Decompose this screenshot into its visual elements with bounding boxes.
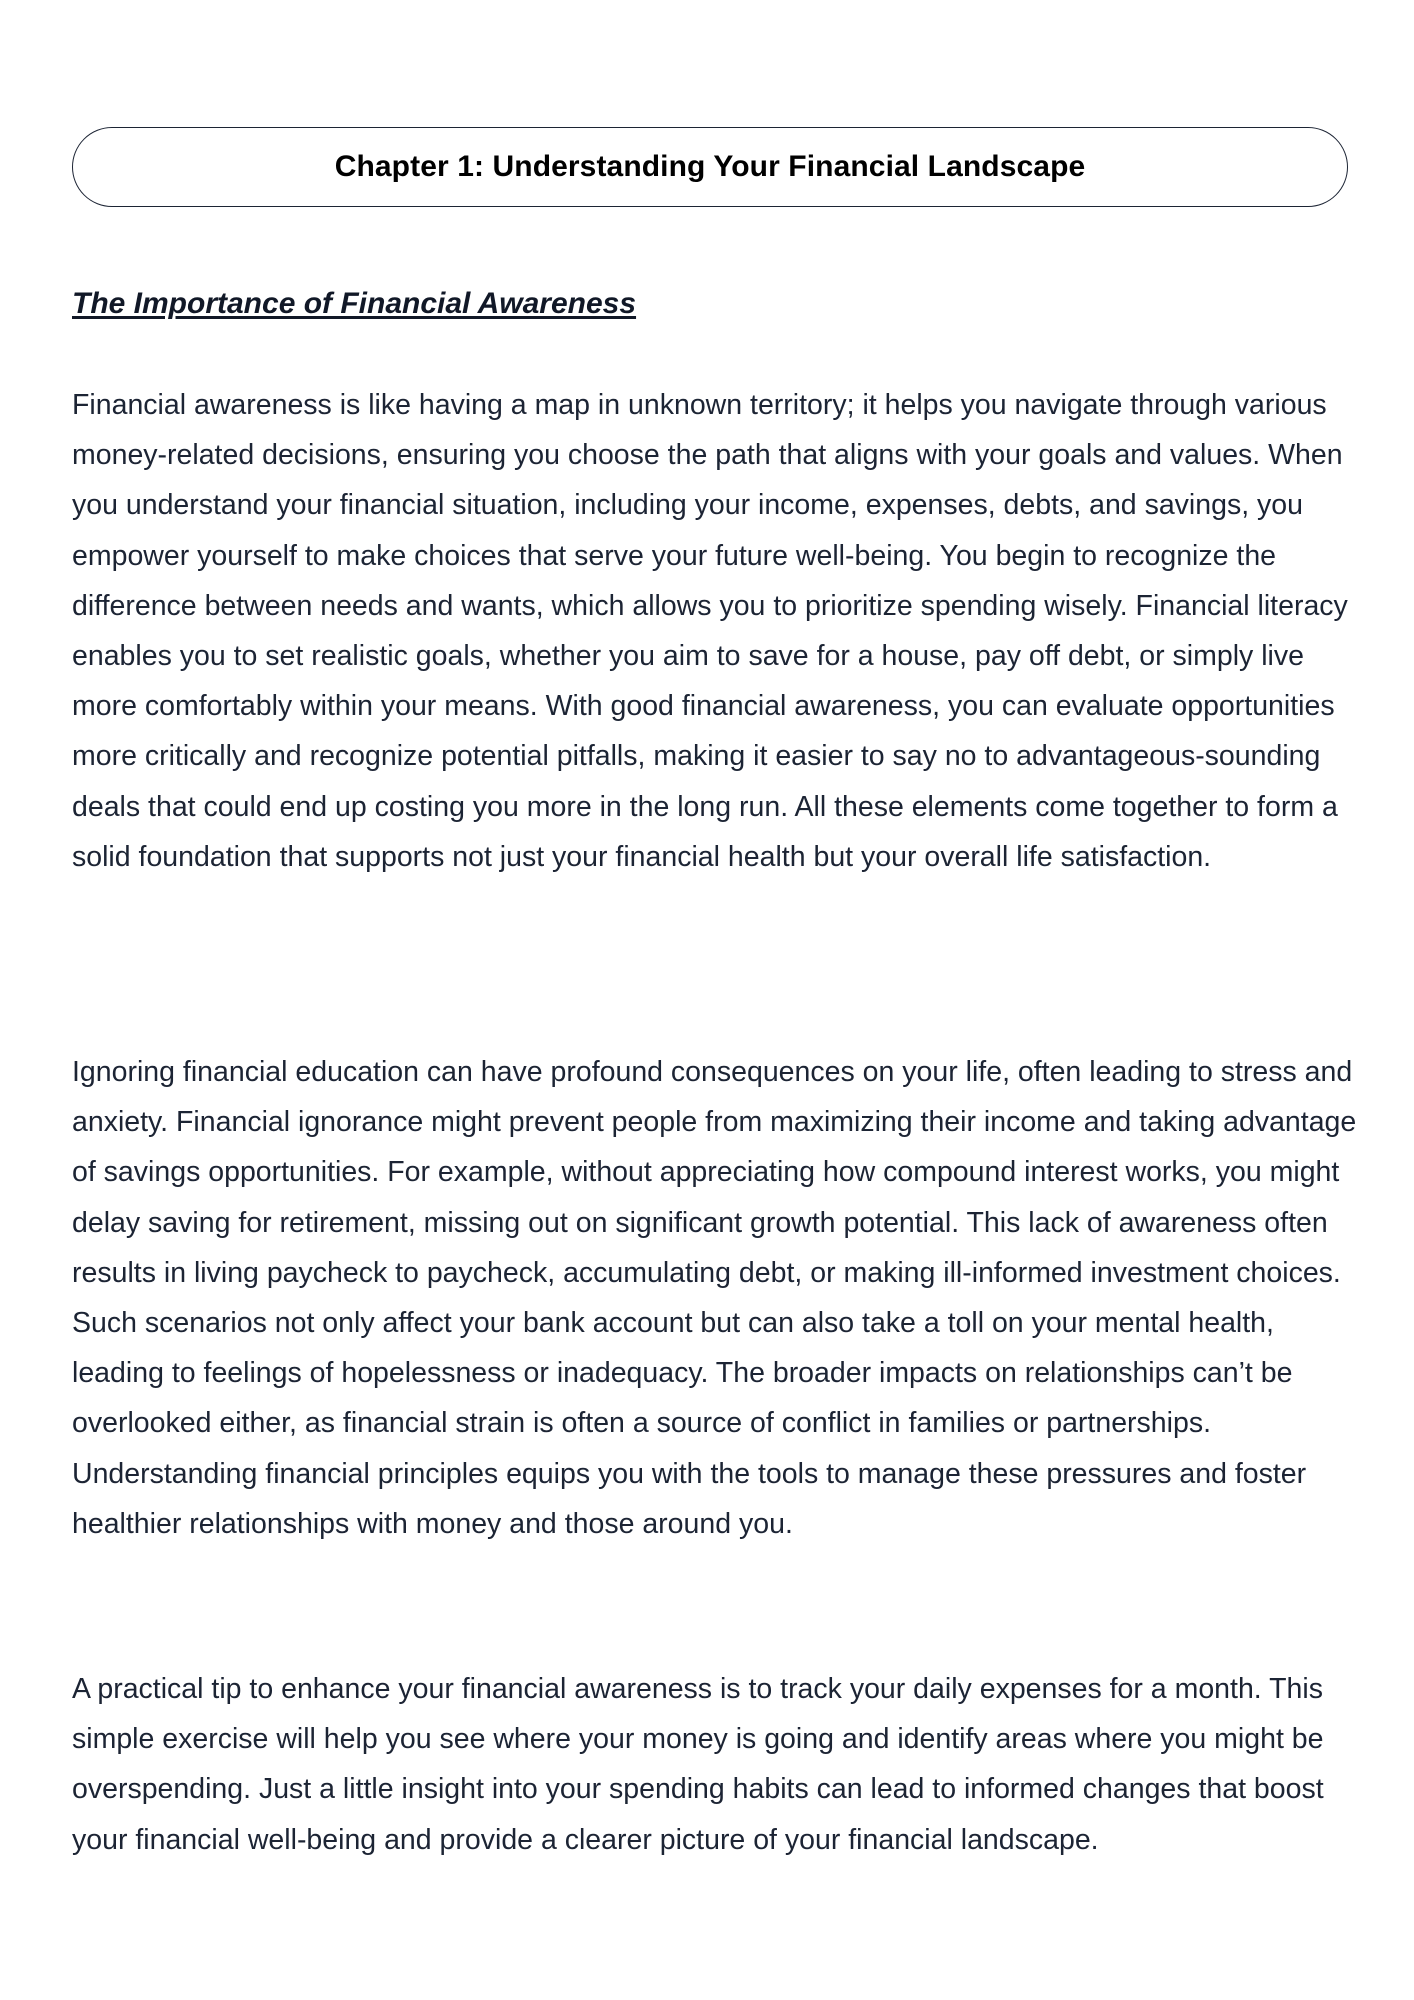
chapter-title: Chapter 1: Understanding Your Financial Landscape [334, 150, 1086, 183]
chapter-title-box [72, 127, 1348, 207]
paragraph-practical-tip: A practical tip to enhance your financial awareness is to track your daily expenses for a month. This simple exercise will help you see where your money is going and identify areas where you might be overspending. Just a little insight into your spending habits can lead to informed changes that boost your financial well-being and provide a clearer picture of your financial landscape. [72, 1673, 1324, 1856]
paragraph-financial-awareness: Financial awareness is like having a map in unknown territory; it helps you navigate through various money-related decisions, ensuring you choose the path that aligns with your goals and values. When you understand your financial situation, including your income, expenses, debts, and savings, you empower yourself to make choices that serve your future well-being. You begin to recognize the difference between needs and wants, which allows you to prioritize spending wisely. Financial literacy enables you to set realistic goals, whether you aim to save for a house, pay off debt, or simply live more comfortably within your means. With good financial awareness, you can evaluate opportunities more critically and recognize potential pitfalls, making it easier to say no to advantageous-sounding deals that could end up costing you more in the long run. All these elements come together to form a solid foundation that supports not just your financial health but your overall life satisfaction. [72, 389, 1348, 873]
paragraph-ignoring-education: Ignoring financial education can have profound consequences on your life, often leading to stress and anxiety. Financial ignorance might prevent people from maximizing their income and taking advantage of savings opportunities. For example, without appreciating how compound interest works, you might delay saving for retirement, missing out on significant growth potential. This lack of awareness often results in living paycheck to paycheck, accumulating debt, or making ill-informed investment choices. Such scenarios not only affect your bank account but can also take a toll on your mental health, leading to feelings of hopelessness or inadequacy. The broader impacts on relationships can’t be overlooked either, as financial strain is often a source of conflict in families or partnerships. Understanding financial principles equips you with the tools to manage these pressures and foster healthier relationships with money and those around you. [72, 1056, 1357, 1540]
section-heading: The Importance of Financial Awareness [72, 287, 637, 320]
